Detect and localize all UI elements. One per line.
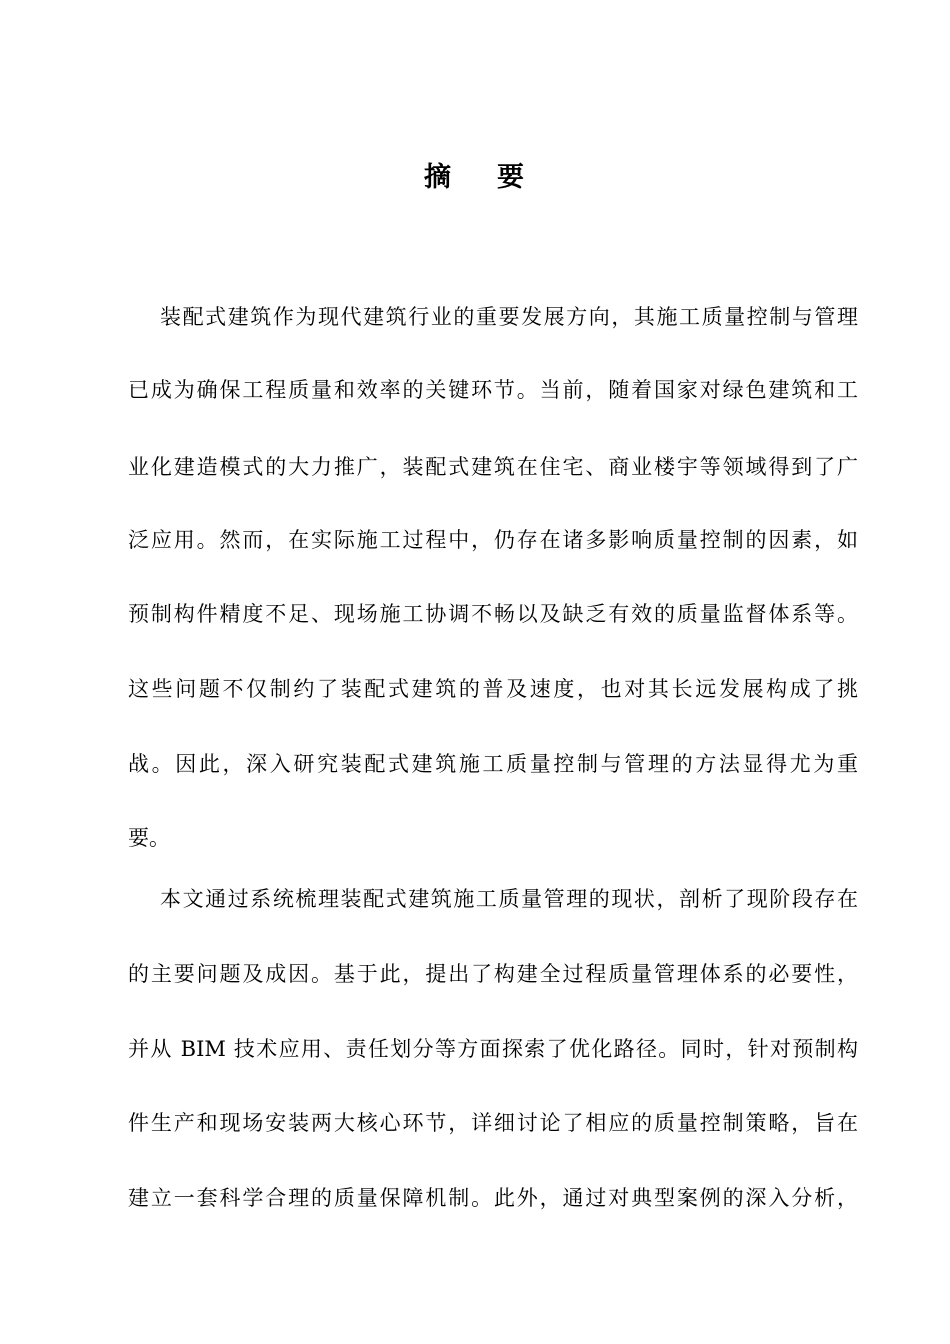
title-char-1: 摘 — [424, 162, 453, 193]
paragraph-2-line-1: 本文通过系统梳理装配式建筑施工质量管理的现状，剖析了现阶段存在 — [160, 887, 858, 911]
paragraph-1-line-6: 这些问题不仅制约了装配式建筑的普及速度，也对其长远发展构成了挑 — [128, 677, 858, 701]
paragraph-1-line-5: 预制构件精度不足、现场施工协调不畅以及缺乏有效的质量监督体系等。 — [128, 602, 858, 626]
paragraph-1-line-8: 要。 — [128, 826, 170, 850]
abstract-title — [0, 158, 950, 198]
paragraph-2-line-5: 建立一套科学合理的质量保障机制。此外，通过对典型案例的深入分析， — [128, 1186, 858, 1210]
paragraph-1-line-7: 战。因此，深入研究装配式建筑施工质量控制与管理的方法显得尤为重 — [128, 752, 858, 776]
paragraph-2-line-3: 并从 BIM 技术应用、责任划分等方面探索了优化路径。同时，针对预制构 — [128, 1037, 858, 1061]
paragraph-1-line-3: 业化建造模式的大力推广，装配式建筑在住宅、商业楼宇等领域得到了广 — [128, 455, 858, 479]
paragraph-2-line-4: 件生产和现场安装两大核心环节，详细讨论了相应的质量控制策略，旨在 — [128, 1111, 858, 1135]
paragraph-1-line-4: 泛应用。然而，在实际施工过程中，仍存在诸多影响质量控制的因素，如 — [128, 528, 858, 552]
paragraph-1-line-1: 装配式建筑作为现代建筑行业的重要发展方向，其施工质量控制与管理 — [160, 305, 858, 329]
title-char-2: 要 — [497, 162, 526, 193]
paragraph-2-line-2: 的主要问题及成因。基于此，提出了构建全过程质量管理体系的必要性， — [128, 962, 858, 986]
paragraph-1-line-2: 已成为确保工程质量和效率的关键环节。当前，随着国家对绿色建筑和工 — [128, 378, 858, 402]
